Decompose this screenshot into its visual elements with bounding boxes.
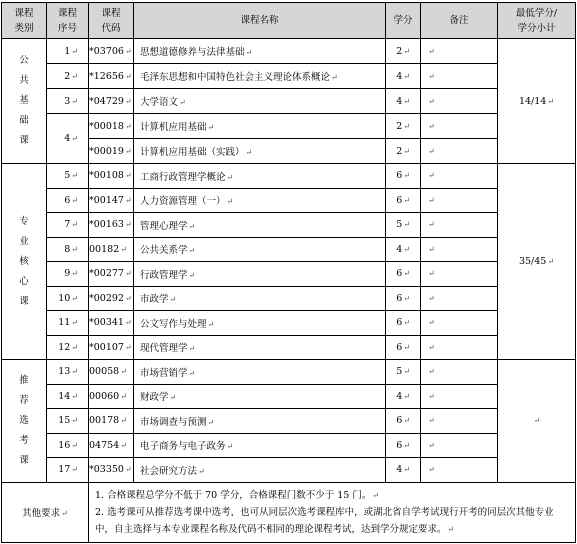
subtotal-public: 14/14↵ [498,39,576,164]
course-code: *00018↵ [89,114,134,139]
course-credit: 6↵ [386,311,421,336]
table-row [2,311,576,336]
course-credit: 4↵ [386,64,421,89]
course-name: 计算机应用基础（实践）↵ [134,139,386,164]
requirements-text [89,482,576,542]
course-note: ↵ [421,286,498,311]
course-name: 现代管理学↵ [134,335,386,360]
course-code: *00147↵ [89,188,134,213]
course-code: *04729↵ [89,89,134,114]
course-seq: 13↵ [47,360,89,385]
course-name: 社会研究方法↵ [134,458,386,483]
course-seq: 12↵ [47,335,89,360]
course-credit: 6↵ [386,164,421,189]
course-seq: 2↵ [47,64,89,89]
course-code: *00292↵ [89,286,134,311]
course-credit: 6↵ [386,262,421,287]
table-row [2,433,576,458]
course-seq: 17↵ [47,458,89,483]
course-code: *03350↵ [89,458,134,483]
course-credit: 4↵ [386,458,421,483]
course-note: ↵ [421,409,498,434]
category-elective: 推 荐 选 考 课 [2,360,47,483]
header-credit: 学分 [386,3,421,39]
course-credit: 6↵ [386,335,421,360]
course-credit: 5↵ [386,360,421,385]
course-code: *00019↵ [89,139,134,164]
course-seq: 3↵ [47,89,89,114]
header-category: 课程 类别 [2,3,47,39]
table-row [2,114,576,139]
course-code: *00163↵ [89,213,134,238]
course-code: 00060↵ [89,384,134,409]
header-row [2,3,576,39]
course-credit: 4↵ [386,89,421,114]
course-name: 电子商务与电子政务↵ [134,433,386,458]
course-note: ↵ [421,213,498,238]
header-min-credit: 最低学分/ 学分小计 [498,3,576,39]
table-row [2,360,576,385]
course-note: ↵ [421,139,498,164]
course-code: *00341↵ [89,311,134,336]
table-row [2,139,576,164]
table-row [2,384,576,409]
course-credit: 4↵ [386,384,421,409]
course-note: ↵ [421,64,498,89]
course-note: ↵ [421,237,498,262]
table-row [2,409,576,434]
course-credit: 4↵ [386,237,421,262]
course-credit: 2↵ [386,39,421,64]
course-name: 公共关系学↵ [134,237,386,262]
course-name: 公文写作与处理↵ [134,311,386,336]
requirement-item: 2. 选考课可从推荐选考课中选考，也可从同层次选考课程库中，或湖北省自学考试现行开考的同层次其他专业中，自主选择与本专业课程名称及代码不相同的理论课程考试，达到学分规定要求。↵ [95,506,554,535]
course-note: ↵ [421,311,498,336]
course-name: 思想道德修养与法律基础↵ [134,39,386,64]
course-seq: 15↵ [47,409,89,434]
course-credit: 6↵ [386,286,421,311]
course-name: 行政管理学↵ [134,262,386,287]
table-row [2,188,576,213]
course-note: ↵ [421,360,498,385]
course-code: *00108↵ [89,164,134,189]
table-row [2,89,576,114]
course-name: 管理心理学↵ [134,213,386,238]
header-name: 课程名称 [134,3,386,39]
table-row [2,458,576,483]
course-name: 大学语文↵ [134,89,386,114]
course-seq: 6↵ [47,188,89,213]
course-name: 市场营销学↵ [134,360,386,385]
course-code: *03706↵ [89,39,134,64]
course-credit: 6↵ [386,433,421,458]
course-seq: 1↵ [47,39,89,64]
course-name: 毛泽东思想和中国特色社会主义理论体系概论↵ [134,64,386,89]
course-code: *12656↵ [89,64,134,89]
course-seq: 7↵ [47,213,89,238]
course-note: ↵ [421,384,498,409]
header-code: 课程 代码 [89,3,134,39]
course-name: 工商行政管理学概论↵ [134,164,386,189]
course-note: ↵ [421,114,498,139]
requirement-item: 1. 合格课程总学分不低于 70 学分，合格课程门数不少于 15 门。↵ [95,489,380,501]
header-seq: 课程 序号 [47,3,89,39]
course-name: 计算机应用基础↵ [134,114,386,139]
course-code: 00058↵ [89,360,134,385]
category-core: 专 业 核 心 课 [2,164,47,360]
category-public: 公 共 基 础 课 [2,39,47,164]
course-seq: 8↵ [47,237,89,262]
course-seq: 11↵ [47,311,89,336]
course-note: ↵ [421,458,498,483]
course-credit: 2↵ [386,114,421,139]
course-name: 人力资源管理（一）↵ [134,188,386,213]
course-code: 04754↵ [89,433,134,458]
course-seq: 4↵ [47,114,89,164]
course-note: ↵ [421,164,498,189]
course-name: 财政学↵ [134,384,386,409]
course-code: 00178↵ [89,409,134,434]
table-row [2,64,576,89]
course-note: ↵ [421,188,498,213]
table-row [2,262,576,287]
table-row [2,164,576,189]
course-seq: 9↵ [47,262,89,287]
subtotal-core: 35/45↵ [498,164,576,360]
course-table [1,2,576,543]
course-note: ↵ [421,262,498,287]
course-credit: 6↵ [386,188,421,213]
header-note: 备注 [421,3,498,39]
table-row [2,39,576,64]
course-note: ↵ [421,39,498,64]
course-code: 00182↵ [89,237,134,262]
requirements-label: 其他要求↵ [2,482,89,542]
table-row [2,213,576,238]
course-seq: 10↵ [47,286,89,311]
course-credit: 2↵ [386,139,421,164]
subtotal-elective: ↵ [498,360,576,483]
course-code: *00277↵ [89,262,134,287]
course-seq: 14↵ [47,384,89,409]
course-note: ↵ [421,335,498,360]
course-seq: 16↵ [47,433,89,458]
course-seq: 5↵ [47,164,89,189]
table-row [2,335,576,360]
course-code: *00107↵ [89,335,134,360]
course-name: 市政学↵ [134,286,386,311]
requirements-row [2,482,576,542]
course-note: ↵ [421,433,498,458]
table-row [2,237,576,262]
course-name: 市场调查与预测↵ [134,409,386,434]
table-row [2,286,576,311]
course-note: ↵ [421,89,498,114]
course-credit: 6↵ [386,409,421,434]
course-credit: 5↵ [386,213,421,238]
